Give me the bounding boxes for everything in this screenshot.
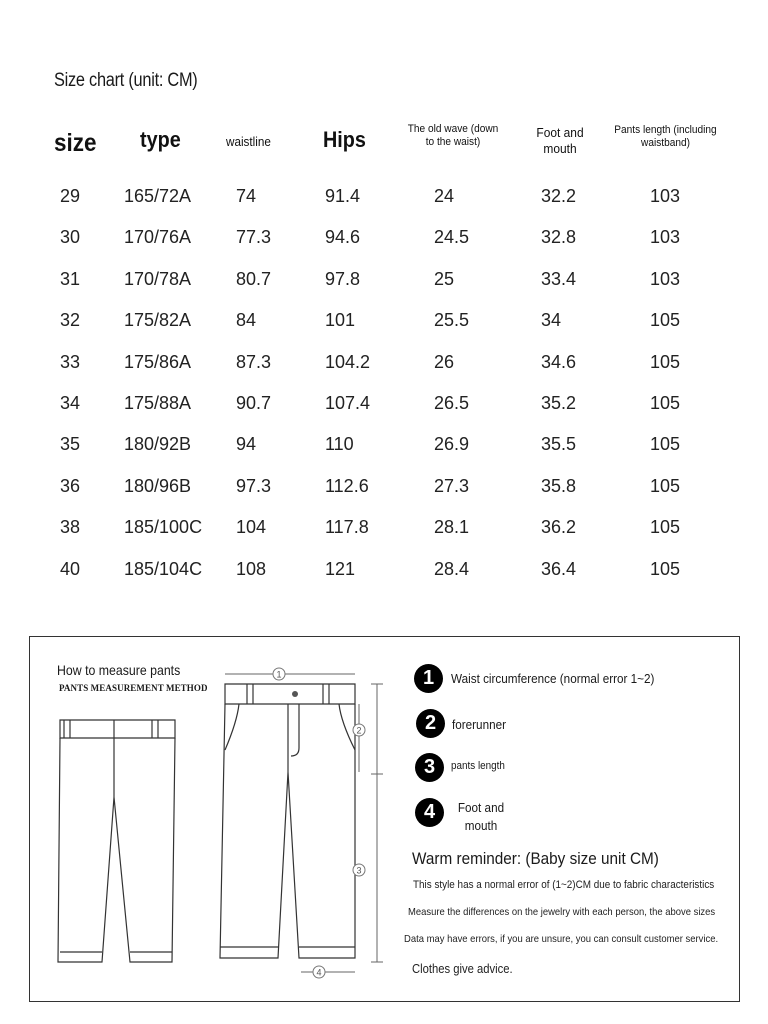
cell-foot-mouth: 36.4 xyxy=(541,558,577,579)
cell-size: 36 xyxy=(60,475,81,496)
cell-pants-length: 103 xyxy=(650,186,681,206)
cell-type: 185/104C xyxy=(124,558,203,579)
reminder-note-2: Measure the differences on the jewelry with each person, the above sizes xyxy=(408,906,716,918)
cell-foot-mouth: 33.4 xyxy=(541,268,577,289)
cell-wave: 25 xyxy=(434,268,455,289)
cell-type: 170/78A xyxy=(124,268,192,289)
cell-size: 30 xyxy=(60,227,81,248)
cell-size: 35 xyxy=(60,434,81,455)
cell-foot-mouth: 35.5 xyxy=(541,434,577,455)
cell-wave: 26 xyxy=(434,351,455,372)
howto-title: How to measure pants xyxy=(57,662,181,678)
cell-foot-mouth: 35.8 xyxy=(541,475,577,496)
cell-wave: 27.3 xyxy=(434,475,470,496)
cell-pants-length: 105 xyxy=(650,351,681,372)
cell-pants-length: 103 xyxy=(650,227,681,248)
cell-waistline: 84 xyxy=(236,310,257,331)
header-pants-length: Pants length (including waistband) xyxy=(614,124,717,150)
cell-type: 175/82A xyxy=(124,310,192,331)
cell-type: 175/86A xyxy=(124,351,192,372)
cell-pants-length: 105 xyxy=(650,517,681,538)
cell-waistline: 77.3 xyxy=(236,227,272,248)
table-row xyxy=(0,476,768,517)
cell-foot-mouth: 36.2 xyxy=(541,517,577,538)
reminder-title: Warm reminder: (Baby size unit CM) xyxy=(412,849,659,868)
cell-type: 165/72A xyxy=(124,186,192,206)
cell-wave: 25.5 xyxy=(434,310,470,331)
table-row xyxy=(0,393,768,434)
cell-size: 34 xyxy=(60,393,81,413)
diagram-markers xyxy=(273,668,365,978)
cell-hips: 101 xyxy=(325,310,356,331)
marker-1-label: 1 xyxy=(276,669,282,680)
header-size: size xyxy=(54,129,97,157)
legend-2-text: forerunner xyxy=(452,717,506,732)
cell-pants-length: 105 xyxy=(650,310,681,331)
pants-outline-measured xyxy=(215,662,385,982)
cell-waistline: 80.7 xyxy=(236,268,272,289)
method-subtitle: PANTS MEASUREMENT METHOD xyxy=(59,683,208,693)
cell-pants-length: 105 xyxy=(650,475,681,496)
cell-wave: 28.4 xyxy=(434,558,470,579)
cell-foot-mouth: 34 xyxy=(541,310,562,331)
table-row xyxy=(0,559,768,600)
header-hips: Hips xyxy=(323,127,366,152)
legend-1-text: Waist circumference (normal error 1~2) xyxy=(451,671,655,686)
table-row xyxy=(0,269,768,310)
cell-pants-length: 103 xyxy=(650,268,681,289)
marker-4-label: 4 xyxy=(316,967,322,978)
cell-waistline: 90.7 xyxy=(236,393,272,413)
marker-3-label: 3 xyxy=(356,865,362,876)
cell-type: 180/96B xyxy=(124,475,192,496)
table-row xyxy=(0,434,768,475)
cell-size: 32 xyxy=(60,310,81,331)
cell-type: 180/92B xyxy=(124,434,192,455)
cell-hips: 104.2 xyxy=(325,351,371,372)
cell-waistline: 74 xyxy=(236,186,257,206)
cell-hips: 121 xyxy=(325,558,356,579)
cell-foot-mouth: 32.8 xyxy=(541,227,577,248)
table-row xyxy=(0,227,768,268)
cell-hips: 117.8 xyxy=(325,517,369,538)
cell-type: 185/100C xyxy=(124,517,203,538)
cell-type: 170/76A xyxy=(124,227,192,248)
legend-4-icon: 4 xyxy=(415,798,444,827)
cell-size: 40 xyxy=(60,558,81,579)
table-row xyxy=(0,517,768,558)
cell-hips: 91.4 xyxy=(325,186,361,206)
legend-2-icon: 2 xyxy=(416,709,445,738)
cell-wave: 26.9 xyxy=(434,434,470,455)
cell-size: 33 xyxy=(60,351,81,372)
header-type: type xyxy=(140,127,181,152)
reminder-note-3: Data may have errors, if you are unsure, you can consult customer service. xyxy=(404,933,719,945)
cell-hips: 97.8 xyxy=(325,268,361,289)
cell-wave: 26.5 xyxy=(434,393,470,413)
legend-3-icon: 3 xyxy=(415,753,444,782)
pants-outline-small xyxy=(50,712,180,972)
cell-pants-length: 105 xyxy=(650,434,681,455)
cell-size: 31 xyxy=(60,268,81,289)
cell-wave: 24 xyxy=(434,186,455,206)
cell-waistline: 108 xyxy=(236,558,267,579)
legend-4-text: Foot and mouth xyxy=(457,800,505,833)
table-row xyxy=(0,310,768,351)
header-wave: The old wave (down to the waist) xyxy=(407,123,499,149)
cell-waistline: 94 xyxy=(236,434,257,455)
cell-wave: 28.1 xyxy=(434,517,470,538)
cell-foot-mouth: 34.6 xyxy=(541,351,577,372)
cell-hips: 112.6 xyxy=(325,475,369,496)
legend-1-icon: 1 xyxy=(414,664,443,693)
cell-foot-mouth: 32.2 xyxy=(541,186,577,206)
table-row xyxy=(0,352,768,393)
cell-pants-length: 105 xyxy=(650,558,681,579)
chart-title: Size chart (unit: CM) xyxy=(54,70,198,91)
reminder-note-4: Clothes give advice. xyxy=(412,962,513,976)
cell-hips: 107.4 xyxy=(325,393,371,413)
marker-2-label: 2 xyxy=(356,725,362,736)
header-foot-mouth: Foot and mouth xyxy=(536,125,584,156)
cell-size: 29 xyxy=(60,186,81,206)
cell-pants-length: 105 xyxy=(650,393,681,413)
legend-3-text: pants length xyxy=(451,760,505,772)
cell-foot-mouth: 35.2 xyxy=(541,393,577,413)
table-row xyxy=(0,186,768,227)
cell-waistline: 87.3 xyxy=(236,351,272,372)
cell-hips: 110 xyxy=(325,434,354,455)
cell-waistline: 104 xyxy=(236,517,267,538)
cell-waistline: 97.3 xyxy=(236,475,272,496)
reminder-note-1: This style has a normal error of (1~2)CM due to fabric characteristics xyxy=(413,879,715,891)
cell-size: 38 xyxy=(60,517,81,538)
cell-type: 175/88A xyxy=(124,393,192,413)
cell-wave: 24.5 xyxy=(434,227,470,248)
header-waistline: waistline xyxy=(226,134,271,149)
cell-hips: 94.6 xyxy=(325,227,361,248)
